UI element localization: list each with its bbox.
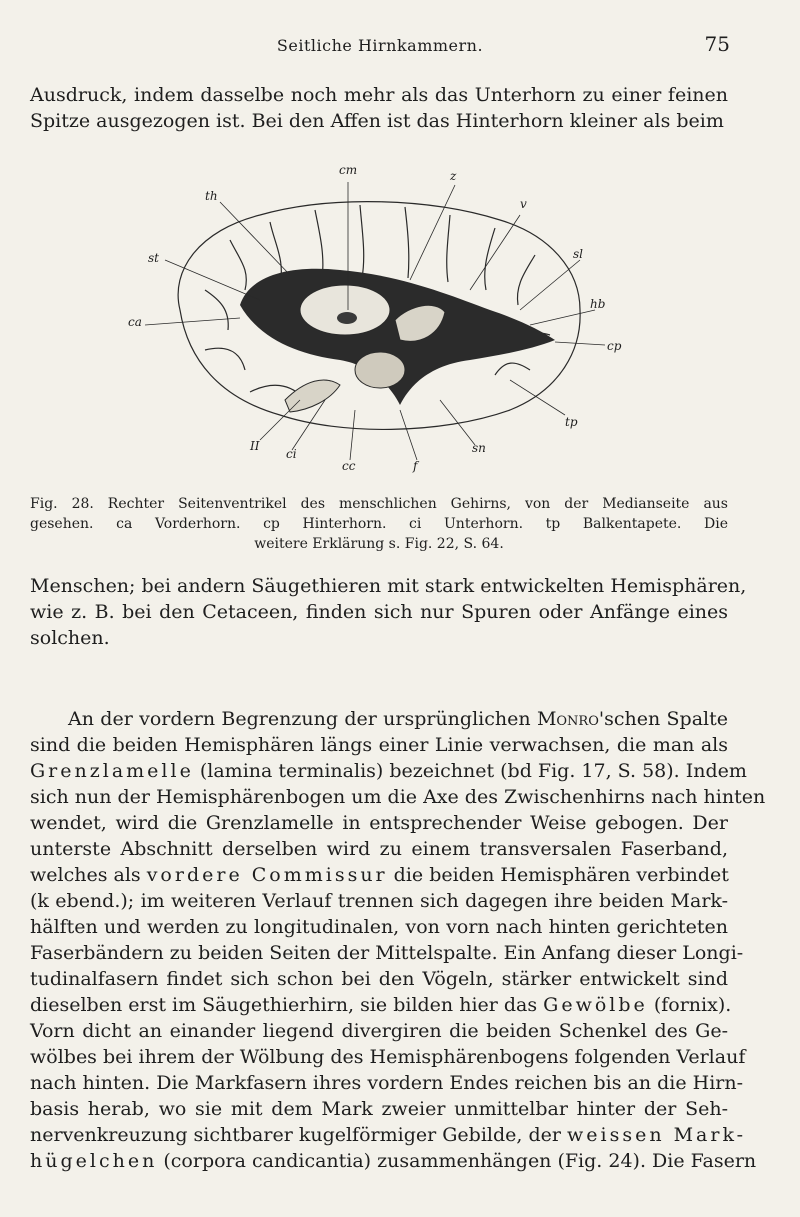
text-line: Faserbändern zu beiden Seiten der Mittelspalte. Ein Anfang dieser Longi- [30, 942, 744, 964]
label-ca: ca [128, 315, 142, 329]
text-span: nervenkreuzung sichtbarer kugelförmiger Gebilde, der [30, 1124, 567, 1146]
text-line: sich nun der Hemisphärenbogen um die Axe des Zwischenhirns nach hinten [30, 786, 766, 808]
label-cp: cp [607, 339, 622, 353]
paragraph-1 [30, 82, 728, 134]
label-th: th [205, 189, 218, 203]
text-span: die beiden Hemisphären verbindet [387, 864, 729, 886]
running-title: Seitliche Hirnkammern. [276, 36, 484, 55]
text-span: (corpora candicantia) zusammenhängen (Fig. 24). Die Fasern [157, 1150, 757, 1172]
text-line [30, 706, 728, 732]
label-hb: hb [590, 297, 606, 311]
author-name: Monro [536, 708, 599, 730]
label-sl: sl [573, 247, 583, 261]
text-line: wölbes bei ihrem der Wölbung des Hemisphärenbogens folgenden Verlauf [30, 1046, 746, 1068]
caption-line: Fig. 28. Rechter Seitenventrikel des menschlichen Gehirns, von der Medianseite aus [30, 496, 728, 512]
label-II: II [250, 439, 260, 453]
text-line: wendet, wird die Grenzlamelle in entsprechender Weise gebogen. Der [30, 812, 728, 834]
text-line [30, 992, 732, 1018]
label-v: v [520, 197, 527, 211]
spaced-term: Gewölbe [543, 994, 648, 1016]
paragraph-2 [30, 573, 747, 651]
label-ci: ci [286, 447, 297, 461]
text-span: welches als [30, 864, 147, 886]
page-number: 75 [704, 32, 730, 56]
caption-line: gesehen. ca Vorderhorn. cp Hinterhorn. ci Unterhorn. tp Balkentapete. Die [30, 516, 728, 532]
running-head [30, 32, 730, 58]
text-line [30, 758, 747, 784]
label-f: f [413, 459, 418, 473]
text-line: Menschen; bei andern Säugethieren mit stark entwickelten Hemisphären, [30, 575, 747, 597]
label-z: z [450, 169, 457, 183]
label-sn: sn [472, 441, 486, 455]
text-span: 'schen Spalte [598, 708, 728, 730]
figure-caption [30, 494, 728, 554]
text-line [30, 1148, 757, 1174]
paragraph-3 [30, 706, 766, 1174]
text-line: unterste Abschnitt derselben wird zu einem transversalen Faserband, [30, 838, 728, 860]
brain-ventricle-figure [110, 160, 650, 480]
text-line: (k ebend.); im weiteren Verlauf trennen sich dagegen ihre beiden Mark- [30, 890, 728, 912]
text-line: Spitze ausgezogen ist. Bei den Affen ist das Hinterhorn kleiner als beim [30, 110, 724, 132]
text-line: nach hinten. Die Markfasern ihres vordern Endes reichen bis an die Hirn- [30, 1072, 744, 1094]
label-tp: tp [565, 415, 578, 429]
text-span: (fornix). [647, 994, 732, 1016]
spaced-term: vordere Commissur [146, 864, 388, 886]
label-cm: cm [339, 163, 358, 177]
text-line [30, 1122, 747, 1148]
text-line: basis herab, wo sie mit dem Mark zweier unmittelbar hinter der Seh- [30, 1098, 728, 1120]
label-st: st [148, 251, 159, 265]
text-line: sind die beiden Hemisphären längs einer Linie verwachsen, die man als [30, 734, 728, 756]
text-line [30, 862, 728, 888]
spaced-term: weissen Mark- [566, 1124, 747, 1146]
text-span: dieselben erst im Säugethierhirn, sie bilden hier das [30, 994, 544, 1016]
text-line: wie z. B. bei den Cetaceen, finden sich nur Spuren oder Anfänge eines [30, 601, 728, 623]
spaced-term: Grenzlamelle [30, 760, 194, 782]
caption-line: weitere Erklärung s. Fig. 22, S. 64. [254, 536, 504, 552]
text-span: (lamina terminalis) bezeichnet (bd Fig. 17, S. 58). Indem [193, 760, 747, 782]
spaced-term: hügelchen [30, 1150, 158, 1172]
text-line: solchen. [30, 627, 110, 649]
label-cc: cc [342, 459, 356, 473]
text-line: tudinalfasern findet sich schon bei den Vögeln, stärker entwickelt sind [30, 968, 728, 990]
text-line: hälften und werden zu longitudinalen, von vorn nach hinten gerichteten [30, 916, 728, 938]
text-line: Vorn dicht an einander liegend divergiren die beiden Schenkel des Ge- [30, 1020, 728, 1042]
text-line: Ausdruck, indem dasselbe noch mehr als das Unterhorn zu einer feinen [30, 84, 728, 106]
text-span: An der vordern Begrenzung der ursprünglichen [68, 708, 537, 730]
